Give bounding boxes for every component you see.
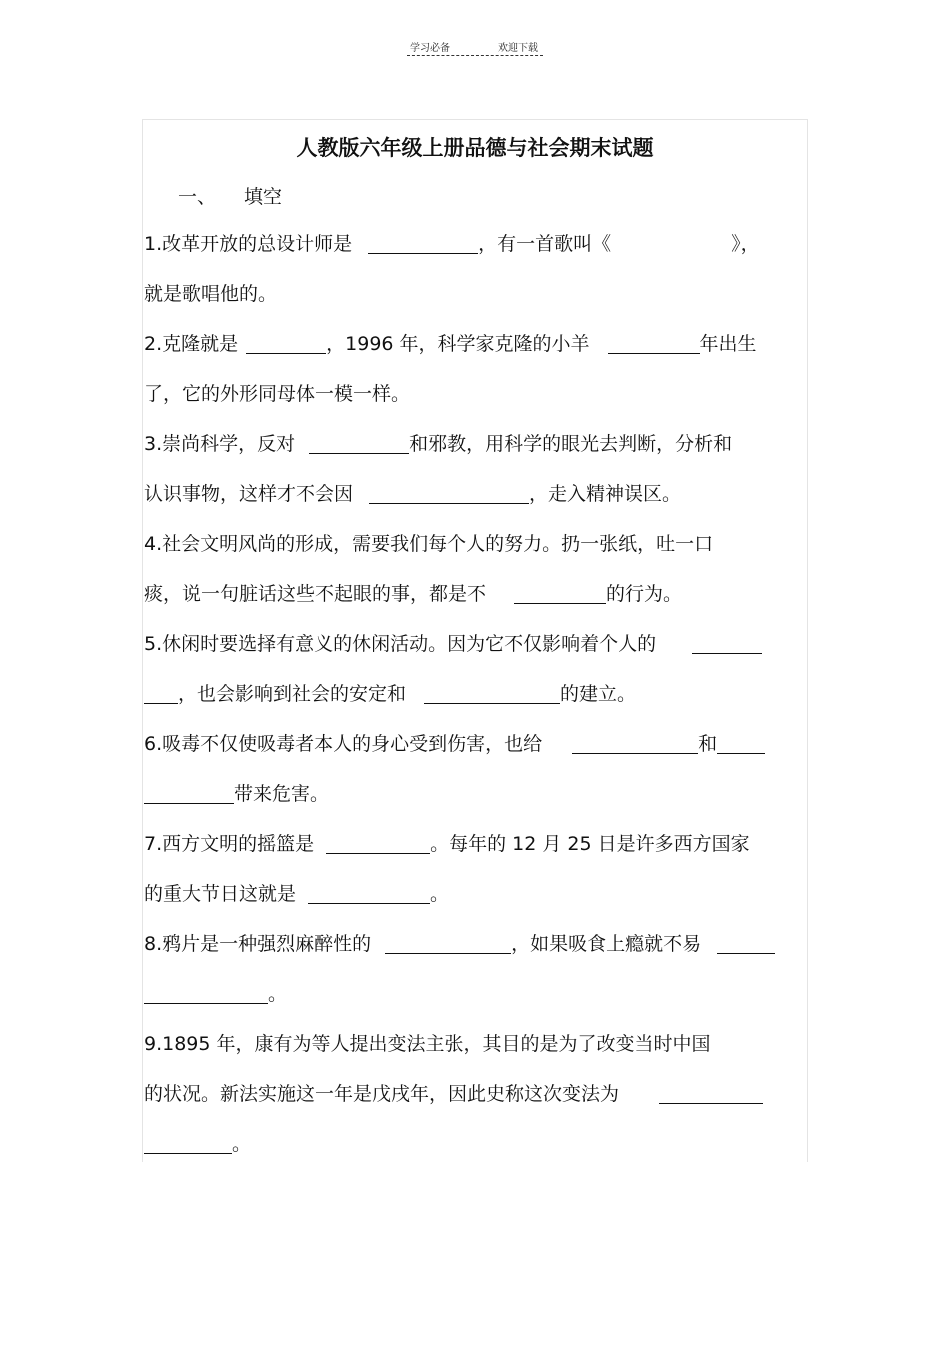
- q1-line-2: [144, 279, 810, 309]
- section-label: 填空: [244, 186, 283, 208]
- text: 年出生: [699, 333, 757, 355]
- blank-field[interactable]: [385, 931, 511, 954]
- blank-field[interactable]: [424, 681, 560, 704]
- text: 4.社会文明风尚的形成，需要我们每个人的努力。扔一张纸，吐一口: [144, 533, 714, 555]
- blank-field[interactable]: [144, 781, 234, 804]
- header-right-text: 欢迎下载: [498, 43, 538, 54]
- blank-field[interactable]: [717, 931, 775, 954]
- blank-field[interactable]: [308, 881, 430, 904]
- q6-line-1: [144, 729, 810, 759]
- section-number: 一、: [178, 186, 217, 208]
- text: 的行为。: [606, 583, 683, 605]
- blank-field[interactable]: [144, 1131, 232, 1154]
- text: 带来危害。: [234, 783, 330, 805]
- text: 9.1895 年，康有为等人提出变法主张，其目的是为了改变当时中国: [144, 1033, 711, 1055]
- q9-line-2: [144, 1079, 810, 1109]
- header-left-text: 学习必备: [410, 43, 450, 54]
- text: 了，它的外形同母体一模一样。: [144, 383, 411, 405]
- text: ，有一首歌叫《: [478, 233, 612, 255]
- text: ，如果吸食上瘾就不易: [511, 933, 702, 955]
- q7-line-2: [144, 879, 810, 909]
- text: 8.鸦片是一种强烈麻醉性的: [144, 933, 372, 955]
- blank-field[interactable]: [368, 231, 478, 254]
- text: 2.克隆就是: [144, 333, 239, 355]
- text: 的重大节日这就是: [144, 883, 297, 905]
- page-header: [407, 37, 543, 57]
- text: 。: [232, 1133, 252, 1155]
- blank-field[interactable]: [369, 481, 529, 504]
- text: 的状况。新法实施这一年是戊戌年，因此史称这次变法为: [144, 1083, 620, 1105]
- q9-line-1: [144, 1029, 810, 1059]
- section-heading: [178, 182, 282, 209]
- text: 认识事物，这样才不会因: [144, 483, 354, 505]
- q1-line-1: [144, 229, 810, 259]
- blank-field[interactable]: [659, 1081, 763, 1104]
- blank-field[interactable]: [144, 681, 178, 704]
- text: 和: [698, 733, 718, 755]
- text: ，也会影响到社会的安定和: [178, 683, 407, 705]
- q3-line-1: [144, 429, 810, 459]
- text: 7.西方文明的摇篮是: [144, 833, 315, 855]
- text: 1.改革开放的总设计师是: [144, 233, 353, 255]
- text: 6.吸毒不仅使吸毒者本人的身心受到伤害，也给: [144, 733, 543, 755]
- q7-line-1: [144, 829, 810, 859]
- blank-field[interactable]: [717, 731, 765, 754]
- q4-line-2: [144, 579, 810, 609]
- q5-line-2: [144, 679, 810, 709]
- blank-field[interactable]: [692, 631, 762, 654]
- q8-line-1: [144, 929, 810, 959]
- text: 痰，说一句脏话这些不起眼的事，都是不: [144, 583, 487, 605]
- text: 。: [430, 883, 450, 905]
- page-title: 人教版六年级上册品德与社会期末试题: [296, 136, 654, 160]
- q8-line-2: [144, 979, 810, 1009]
- text: 和邪教，用科学的眼光去判断，分析和: [409, 433, 733, 455]
- text: 的建立。: [560, 683, 637, 705]
- q2-line-2: [144, 379, 810, 409]
- text: ，1996 年，科学家克隆的小羊: [326, 333, 590, 355]
- text: 。: [268, 983, 288, 1005]
- text: ，走入精神误区。: [529, 483, 682, 505]
- blank-field[interactable]: [514, 581, 606, 604]
- blank-field[interactable]: [572, 731, 698, 754]
- q5-line-1: [144, 629, 810, 659]
- blank-field[interactable]: [326, 831, 430, 854]
- header-dashed-rule: [407, 55, 543, 56]
- q2-line-1: [144, 329, 810, 359]
- blank-field[interactable]: [608, 331, 700, 354]
- text: 。每年的 12 月 25 日是许多西方国家: [430, 833, 750, 855]
- text: 5.休闲时要选择有意义的休闲活动。因为它不仅影响着个人的: [144, 633, 657, 655]
- text: 就是歌唱他的。: [144, 283, 278, 305]
- text: 3.崇尚科学，反对: [144, 433, 296, 455]
- text: 》，: [731, 233, 760, 255]
- blank-field[interactable]: [309, 431, 409, 454]
- q6-line-2: [144, 779, 810, 809]
- q4-line-1: [144, 529, 810, 559]
- blank-field[interactable]: [246, 331, 326, 354]
- blank-field[interactable]: [144, 981, 268, 1004]
- q3-line-2: [144, 479, 810, 509]
- q9-line-3: [144, 1129, 810, 1159]
